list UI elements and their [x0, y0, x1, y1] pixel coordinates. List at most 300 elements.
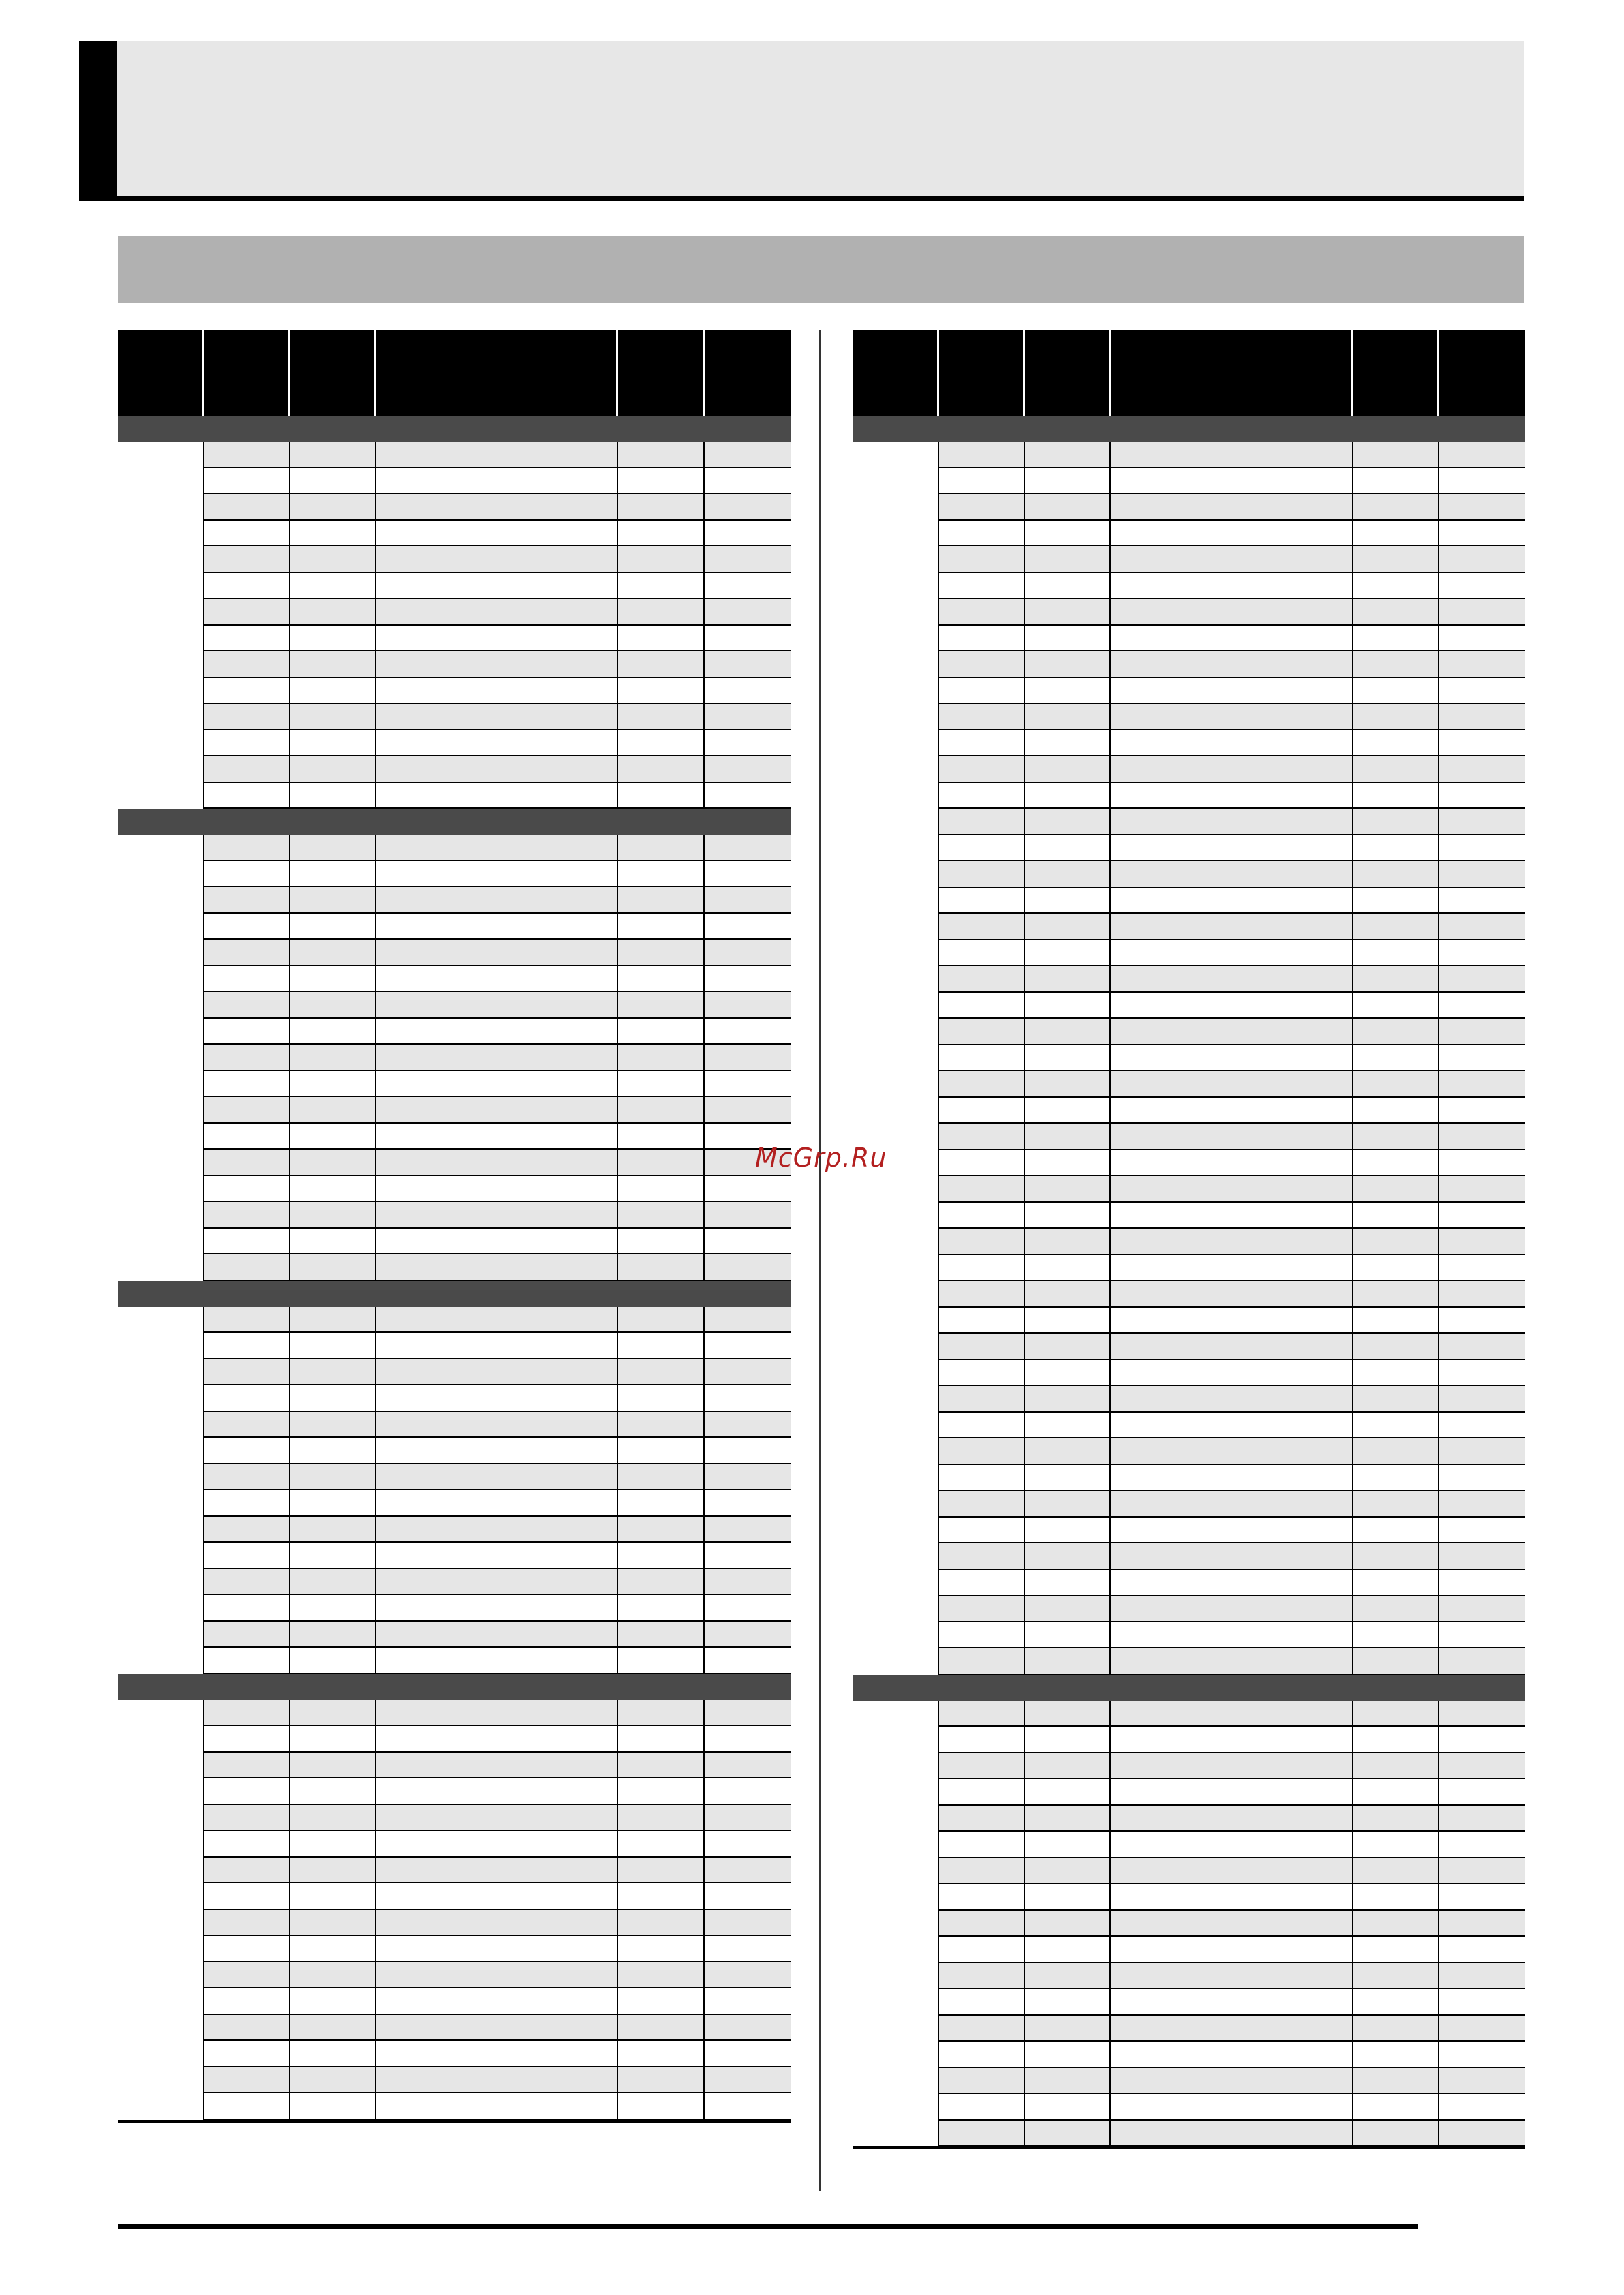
table-cell	[1353, 599, 1439, 626]
table-cell	[290, 1229, 376, 1255]
table-row	[853, 1753, 1525, 1780]
table-cell	[204, 1097, 290, 1124]
table-row	[118, 573, 791, 600]
table-cell	[118, 1700, 204, 1727]
table-cell	[705, 1359, 791, 1386]
table-row	[853, 1413, 1525, 1439]
table-cell	[1111, 1465, 1353, 1492]
table-cell	[939, 1858, 1025, 1885]
table-cell	[618, 599, 705, 626]
table-cell	[939, 1334, 1025, 1360]
table-cell	[118, 1490, 204, 1517]
header-cell	[1111, 330, 1353, 416]
table-cell	[705, 1910, 791, 1937]
table-cell	[939, 678, 1025, 705]
table-cell	[290, 1438, 376, 1464]
table-cell	[618, 546, 705, 573]
table-cell	[618, 940, 705, 966]
table-cell	[290, 730, 376, 757]
table-row	[853, 809, 1525, 835]
table-cell	[290, 914, 376, 940]
table-cell	[618, 1071, 705, 1098]
table-cell	[1439, 1622, 1525, 1649]
table-cell	[1025, 1176, 1111, 1203]
table-cell	[204, 1805, 290, 1832]
table-cell	[1439, 678, 1525, 705]
table-cell	[1439, 2042, 1525, 2068]
table-cell	[1111, 809, 1353, 835]
table-cell	[290, 1333, 376, 1359]
table-cell	[1353, 1963, 1439, 1990]
table-cell	[705, 546, 791, 573]
table-cell	[290, 1385, 376, 1412]
table-cell	[1353, 2094, 1439, 2121]
table-cell	[376, 992, 618, 1019]
table-row	[118, 1858, 791, 1884]
table-row	[118, 992, 791, 1019]
group-heading-bar	[118, 809, 791, 835]
table-cell	[204, 1176, 290, 1203]
table-cell	[118, 599, 204, 626]
table-cell	[376, 887, 618, 914]
right-table	[853, 330, 1525, 2149]
table-cell	[1111, 1491, 1353, 1518]
table-cell	[705, 1726, 791, 1753]
table-cell	[290, 1778, 376, 1805]
table-row	[118, 1254, 791, 1281]
table-row	[853, 599, 1525, 626]
table-cell	[1353, 1543, 1439, 1570]
table-cell	[1025, 1098, 1111, 1124]
table-cell	[939, 1570, 1025, 1597]
table-cell	[853, 573, 939, 600]
group-heading-bar	[853, 416, 1525, 442]
table-cell	[118, 1045, 204, 1071]
header-cell	[939, 330, 1025, 416]
table-cell	[1111, 1124, 1353, 1150]
table-cell	[705, 2015, 791, 2042]
table-cell	[118, 1831, 204, 1858]
table-cell	[853, 1229, 939, 1255]
table-cell	[290, 887, 376, 914]
table-cell	[939, 1832, 1025, 1858]
table-cell	[618, 1490, 705, 1517]
table-cell	[290, 1124, 376, 1150]
table-cell	[118, 914, 204, 940]
table-cell	[705, 1464, 791, 1491]
table-cell	[853, 1832, 939, 1858]
table-cell	[376, 756, 618, 783]
table-cell	[618, 442, 705, 468]
table-cell	[1353, 809, 1439, 835]
table-cell	[1111, 1806, 1353, 1832]
table-cell	[1353, 626, 1439, 652]
table-cell	[853, 888, 939, 914]
table-cell	[1025, 573, 1111, 600]
table-cell	[204, 1700, 290, 1727]
table-cell	[1025, 2121, 1111, 2147]
table-cell	[1439, 861, 1525, 888]
table-cell	[853, 468, 939, 495]
table-cell	[1111, 1308, 1353, 1334]
table-row	[118, 1517, 791, 1543]
table-row	[853, 861, 1525, 888]
table-cell	[1111, 468, 1353, 495]
table-cell	[118, 1622, 204, 1648]
table-cell	[1111, 1884, 1353, 1911]
table-cell	[618, 494, 705, 521]
table-cell	[204, 626, 290, 652]
table-cell	[376, 914, 618, 940]
table-cell	[1439, 914, 1525, 940]
table-cell	[1111, 1203, 1353, 1229]
table-cell	[118, 1359, 204, 1386]
table-cell	[376, 1490, 618, 1517]
table-cell	[290, 1412, 376, 1438]
table-cell	[939, 756, 1025, 783]
table-cell	[618, 1805, 705, 1832]
table-cell	[118, 468, 204, 495]
table-cell	[618, 887, 705, 914]
table-cell	[618, 914, 705, 940]
table-cell	[618, 756, 705, 783]
table-cell	[1439, 1596, 1525, 1622]
table-cell	[204, 730, 290, 757]
table-cell	[290, 468, 376, 495]
table-cell	[118, 1150, 204, 1176]
table-cell	[290, 1359, 376, 1386]
table-row	[853, 1308, 1525, 1334]
left-table	[118, 330, 791, 2123]
table-cell	[618, 573, 705, 600]
table-cell	[1439, 1281, 1525, 1308]
table-cell	[618, 1569, 705, 1596]
table-cell	[1111, 678, 1353, 705]
table-cell	[118, 1254, 204, 1281]
table-row	[118, 1726, 791, 1753]
table-cell	[376, 1753, 618, 1779]
table-cell	[705, 1385, 791, 1412]
table-cell	[1025, 1648, 1111, 1675]
table-cell	[376, 1569, 618, 1596]
table-cell	[853, 1334, 939, 1360]
table-cell	[290, 1176, 376, 1203]
table-row	[853, 914, 1525, 940]
table-cell	[853, 1098, 939, 1124]
table-cell	[118, 1517, 204, 1543]
table-cell	[853, 1281, 939, 1308]
table-cell	[853, 1727, 939, 1753]
table-cell	[705, 1648, 791, 1674]
table-cell	[939, 1150, 1025, 1177]
table-cell	[853, 914, 939, 940]
table-cell	[376, 1176, 618, 1203]
table-cell	[1111, 521, 1353, 547]
table-cell	[1353, 1019, 1439, 1045]
table-cell	[939, 1098, 1025, 1124]
table-cell	[376, 940, 618, 966]
table-cell	[1025, 1937, 1111, 1963]
table-cell	[204, 1124, 290, 1150]
table-cell	[204, 2093, 290, 2120]
table-cell	[1025, 1045, 1111, 1072]
table-cell	[853, 1648, 939, 1675]
table-cell	[1111, 1071, 1353, 1098]
table-cell	[290, 1254, 376, 1281]
table-cell	[939, 1806, 1025, 1832]
table-cell	[1111, 1911, 1353, 1937]
table-cell	[1439, 1491, 1525, 1518]
table-cell	[1439, 1438, 1525, 1465]
table-cell	[1439, 809, 1525, 835]
table-cell	[1353, 1360, 1439, 1387]
table-cell	[1111, 704, 1353, 730]
table-bottom-rule	[853, 2146, 1525, 2149]
table-cell	[290, 1700, 376, 1727]
table-cell	[1353, 1176, 1439, 1203]
table-cell	[1353, 573, 1439, 600]
table-cell	[1025, 1596, 1111, 1622]
table-cell	[118, 861, 204, 888]
table-cell	[376, 1517, 618, 1543]
table-cell	[290, 756, 376, 783]
table-cell	[853, 783, 939, 810]
table-cell	[853, 1518, 939, 1544]
table-cell	[618, 468, 705, 495]
header-cell	[1439, 330, 1525, 416]
table-cell	[1111, 1753, 1353, 1780]
table-cell	[290, 1150, 376, 1176]
column-divider	[819, 330, 821, 2191]
table-cell	[618, 1412, 705, 1438]
table-cell	[1439, 1045, 1525, 1072]
table-row	[118, 835, 791, 861]
table-cell	[290, 1962, 376, 1989]
table-cell	[1111, 546, 1353, 573]
table-cell	[705, 1700, 791, 1727]
table-cell	[1111, 442, 1353, 468]
table-cell	[1439, 2016, 1525, 2042]
table-cell	[118, 1097, 204, 1124]
table-cell	[939, 809, 1025, 835]
table-row	[118, 494, 791, 521]
table-row	[118, 1176, 791, 1203]
table-cell	[618, 1124, 705, 1150]
table-row	[853, 468, 1525, 495]
table-cell	[1025, 1884, 1111, 1911]
table-cell	[1025, 1832, 1111, 1858]
table-cell	[376, 1019, 618, 1045]
table-cell	[939, 914, 1025, 940]
table-cell	[290, 1097, 376, 1124]
table-cell	[376, 1726, 618, 1753]
table-cell	[376, 1359, 618, 1386]
table-cell	[118, 1071, 204, 1098]
table-cell	[853, 626, 939, 652]
table-cell	[853, 1884, 939, 1911]
table-cell	[939, 468, 1025, 495]
table-cell	[1439, 1648, 1525, 1675]
table-row	[118, 468, 791, 495]
table-cell	[204, 2041, 290, 2067]
table-cell	[853, 1465, 939, 1492]
table-cell	[853, 494, 939, 521]
table-row	[118, 1753, 791, 1779]
table-cell	[1025, 1255, 1111, 1282]
table-cell	[1111, 1413, 1353, 1439]
table-cell	[705, 599, 791, 626]
table-cell	[1439, 1124, 1525, 1150]
table-row	[853, 546, 1525, 573]
table-cell	[939, 1937, 1025, 1963]
table-cell	[118, 651, 204, 678]
table-cell	[618, 1229, 705, 1255]
table-row	[118, 1910, 791, 1937]
table-header	[853, 330, 1525, 416]
table-cell	[204, 1543, 290, 1569]
table-cell	[290, 1858, 376, 1884]
table-cell	[1353, 888, 1439, 914]
table-cell	[618, 1753, 705, 1779]
table-cell	[618, 966, 705, 993]
table-cell	[618, 1438, 705, 1464]
table-cell	[705, 1883, 791, 1910]
table-cell	[705, 1778, 791, 1805]
table-cell	[1025, 599, 1111, 626]
table-cell	[1353, 546, 1439, 573]
table-cell	[939, 626, 1025, 652]
table-cell	[705, 940, 791, 966]
table-cell	[618, 2067, 705, 2094]
table-cell	[853, 1570, 939, 1597]
table-cell	[939, 1255, 1025, 1282]
table-cell	[853, 2094, 939, 2121]
table-cell	[939, 2094, 1025, 2121]
table-cell	[290, 835, 376, 861]
table-cell	[705, 1936, 791, 1962]
table-cell	[1439, 1543, 1525, 1570]
table-cell	[118, 992, 204, 1019]
table-cell	[939, 1884, 1025, 1911]
table-cell	[376, 2067, 618, 2094]
table-row	[853, 1727, 1525, 1753]
table-row	[853, 1150, 1525, 1177]
table-cell	[1025, 1491, 1111, 1518]
table-cell	[376, 704, 618, 730]
table-cell	[853, 2068, 939, 2095]
table-cell	[618, 1150, 705, 1176]
table-cell	[618, 1543, 705, 1569]
table-cell	[939, 1386, 1025, 1413]
table-cell	[853, 1071, 939, 1098]
table-cell	[939, 599, 1025, 626]
table-row	[118, 1097, 791, 1124]
table-cell	[1111, 888, 1353, 914]
table-cell	[1353, 1491, 1439, 1518]
table-cell	[1111, 914, 1353, 940]
table-cell	[1353, 1989, 1439, 2016]
table-cell	[1111, 993, 1353, 1019]
table-header	[118, 330, 791, 416]
table-cell	[853, 1386, 939, 1413]
table-row	[853, 1963, 1525, 1990]
table-cell	[1439, 494, 1525, 521]
table-cell	[618, 1962, 705, 1989]
table-cell	[705, 704, 791, 730]
table-cell	[853, 599, 939, 626]
table-cell	[376, 2093, 618, 2120]
table-cell	[1353, 1255, 1439, 1282]
table-cell	[204, 1883, 290, 1910]
table-cell	[1353, 1465, 1439, 1492]
table-cell	[290, 2093, 376, 2120]
table-row	[118, 678, 791, 705]
table-cell	[1025, 704, 1111, 730]
table-cell	[853, 1438, 939, 1465]
table-cell	[1439, 468, 1525, 495]
table-row	[853, 1858, 1525, 1885]
table-row	[118, 1045, 791, 1071]
table-cell	[1025, 1701, 1111, 1727]
table-cell	[618, 1595, 705, 1622]
table-row	[853, 2068, 1525, 2095]
table-cell	[705, 2067, 791, 2094]
table-cell	[290, 1464, 376, 1491]
table-cell	[1439, 626, 1525, 652]
table-cell	[290, 546, 376, 573]
table-cell	[118, 1753, 204, 1779]
table-row	[853, 888, 1525, 914]
table-cell	[853, 1019, 939, 1045]
table-row	[853, 783, 1525, 810]
table-cell	[1353, 756, 1439, 783]
table-cell	[1353, 993, 1439, 1019]
group-heading-bar	[118, 416, 791, 442]
table-cell	[1111, 1281, 1353, 1308]
table-cell	[1439, 1858, 1525, 1885]
table-cell	[1111, 1438, 1353, 1465]
table-cell	[290, 940, 376, 966]
table-cell	[290, 1019, 376, 1045]
table-cell	[1439, 2121, 1525, 2147]
table-cell	[705, 1569, 791, 1596]
table-row	[118, 756, 791, 783]
table-cell	[118, 835, 204, 861]
table-cell	[1025, 2068, 1111, 2095]
header-cell	[204, 330, 290, 416]
table-cell	[1439, 1963, 1525, 1990]
table-cell	[204, 1438, 290, 1464]
table-cell	[376, 1150, 618, 1176]
table-cell	[1439, 730, 1525, 757]
table-cell	[204, 651, 290, 678]
table-row	[853, 1596, 1525, 1622]
table-cell	[1439, 1019, 1525, 1045]
table-cell	[853, 1779, 939, 1806]
table-row	[853, 940, 1525, 967]
table-row	[118, 704, 791, 730]
table-row	[853, 1648, 1525, 1675]
table-cell	[1439, 2068, 1525, 2095]
table-row	[853, 966, 1525, 993]
table-cell	[1439, 1465, 1525, 1492]
table-cell	[376, 1700, 618, 1727]
table-cell	[1025, 1413, 1111, 1439]
table-cell	[705, 651, 791, 678]
table-cell	[118, 1202, 204, 1229]
table-cell	[939, 1438, 1025, 1465]
table-cell	[1353, 1045, 1439, 1072]
